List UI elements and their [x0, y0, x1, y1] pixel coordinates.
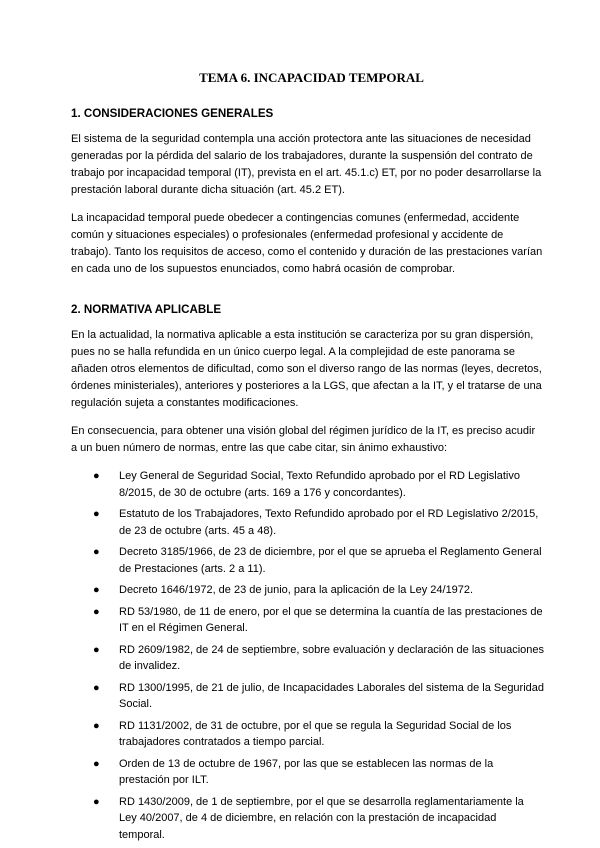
bullet-icon: ●	[93, 584, 100, 596]
bullet-icon: ●	[93, 757, 100, 770]
section-spacer	[71, 289, 544, 303]
list-item-text: RD 1430/2009, de 1 de septiembre, por el que se desarrolla reglamentariamente la Ley 40/2007, de 4 de diciembre, en relación con la prestación de incapacidad temporal.	[119, 795, 524, 841]
list-item-text: Orden de 13 de octubre de 1967, por las que se establecen las normas de la prestación por ILT.	[119, 757, 494, 786]
bullet-icon: ●	[93, 795, 100, 808]
list-item-text: Decreto 1646/1972, de 23 de junio, para la aplicación de la Ley 24/1972.	[119, 584, 474, 596]
document-title: TEMA 6. INCAPACIDAD TEMPORAL	[199, 70, 424, 85]
section-heading: 2. NORMATIVA APLICABLE	[71, 303, 222, 316]
list-item	[93, 582, 544, 599]
bullet-icon: ●	[93, 605, 100, 618]
bullet-icon: ●	[93, 643, 100, 656]
list-item	[93, 718, 544, 751]
list-item	[93, 680, 544, 713]
list-item-text: RD 2609/1982, de 24 de septiembre, sobre evaluación y declaración de las situaciones de invalidez.	[119, 643, 544, 672]
bullet-icon: ●	[93, 546, 100, 558]
paragraph: El sistema de la seguridad contempla una acción protectora ante las situaciones de necesidad generadas por la pérdida del salario de los trabajadores, durante la suspensión del contrato de trabajo por incapacidad temporal (IT), prevista en el art. 45.1.c) ET, por no poder desarrollarse la prestación laboral durante dicha situación (art. 45.2 ET).	[71, 133, 542, 196]
bullet-icon: ●	[93, 719, 100, 732]
paragraph: En consecuencia, para obtener una visión global del régimen jurídico de la IT, es preciso acudir a un buen número de normas, entre las que cabe citar, sin ánimo exhaustivo:	[71, 425, 536, 454]
list-item	[93, 642, 544, 675]
paragraph: En la actualidad, la normativa aplicable a esta institución se caracteriza por su gran dispersión, pues no se halla refundida en un único cuerpo legal. A la complejidad de este panorama se añaden otros elementos de dificultad, como son el diverso rango de las normas (leyes, decretos, órdenes ministeriales), anteriores y posteriores a la LGS, que afectan a la IT, y el tratarse de una regulación sujeta a constantes modificaciones.	[71, 329, 542, 409]
section-heading: 1. CONSIDERACIONES GENERALES	[71, 107, 274, 120]
list-item-text: Estatuto de los Trabajadores, Texto Refundido aprobado por el RD Legislativo 2/2015, de 23 de octubre (arts. 45 a 48).	[119, 508, 539, 537]
section-normativa-aplicable	[71, 303, 544, 843]
list-item	[93, 468, 544, 501]
section-consideraciones-generales	[71, 107, 544, 278]
list-item-text: RD 1300/1995, de 21 de julio, de Incapacidades Laborales del sistema de la Seguridad Social.	[119, 681, 545, 710]
list-item	[93, 794, 544, 844]
paragraph: La incapacidad temporal puede obedecer a contingencias comunes (enfermedad, accidente común y situaciones especiales) o profesionales (enfermedad profesional y accidente de trabajo). Tanto los requisitos de acceso, como el contenido y duración de las prestaciones varían en cada uno de los supuestos enunciados, como habrá ocasión de comprobar.	[71, 212, 543, 275]
norms-list	[71, 468, 544, 843]
list-item-text: RD 1131/2002, de 31 de octubre, por el que se regula la Seguridad Social de los trabajadores contratados a tiempo parcial.	[119, 719, 512, 748]
list-item	[93, 506, 544, 539]
list-item	[93, 604, 544, 637]
bullet-icon: ●	[93, 470, 100, 482]
list-item-text: Ley General de Seguridad Social, Texto Refundido aprobado por el RD Legislativo 8/2015, de 30 de octubre (arts. 169 a 176 y concordantes).	[119, 470, 520, 499]
list-item-text: RD 53/1980, de 11 de enero, por el que se determina la cuantía de las prestaciones de IT en el Régimen General.	[119, 605, 543, 634]
bullet-icon: ●	[93, 508, 100, 520]
list-item	[93, 544, 544, 577]
list-item	[93, 756, 544, 789]
list-item-text: Decreto 3185/1966, de 23 de diciembre, por el que se aprueba el Reglamento General de Prestaciones (arts. 2 a 11).	[119, 546, 542, 575]
bullet-icon: ●	[93, 681, 100, 694]
